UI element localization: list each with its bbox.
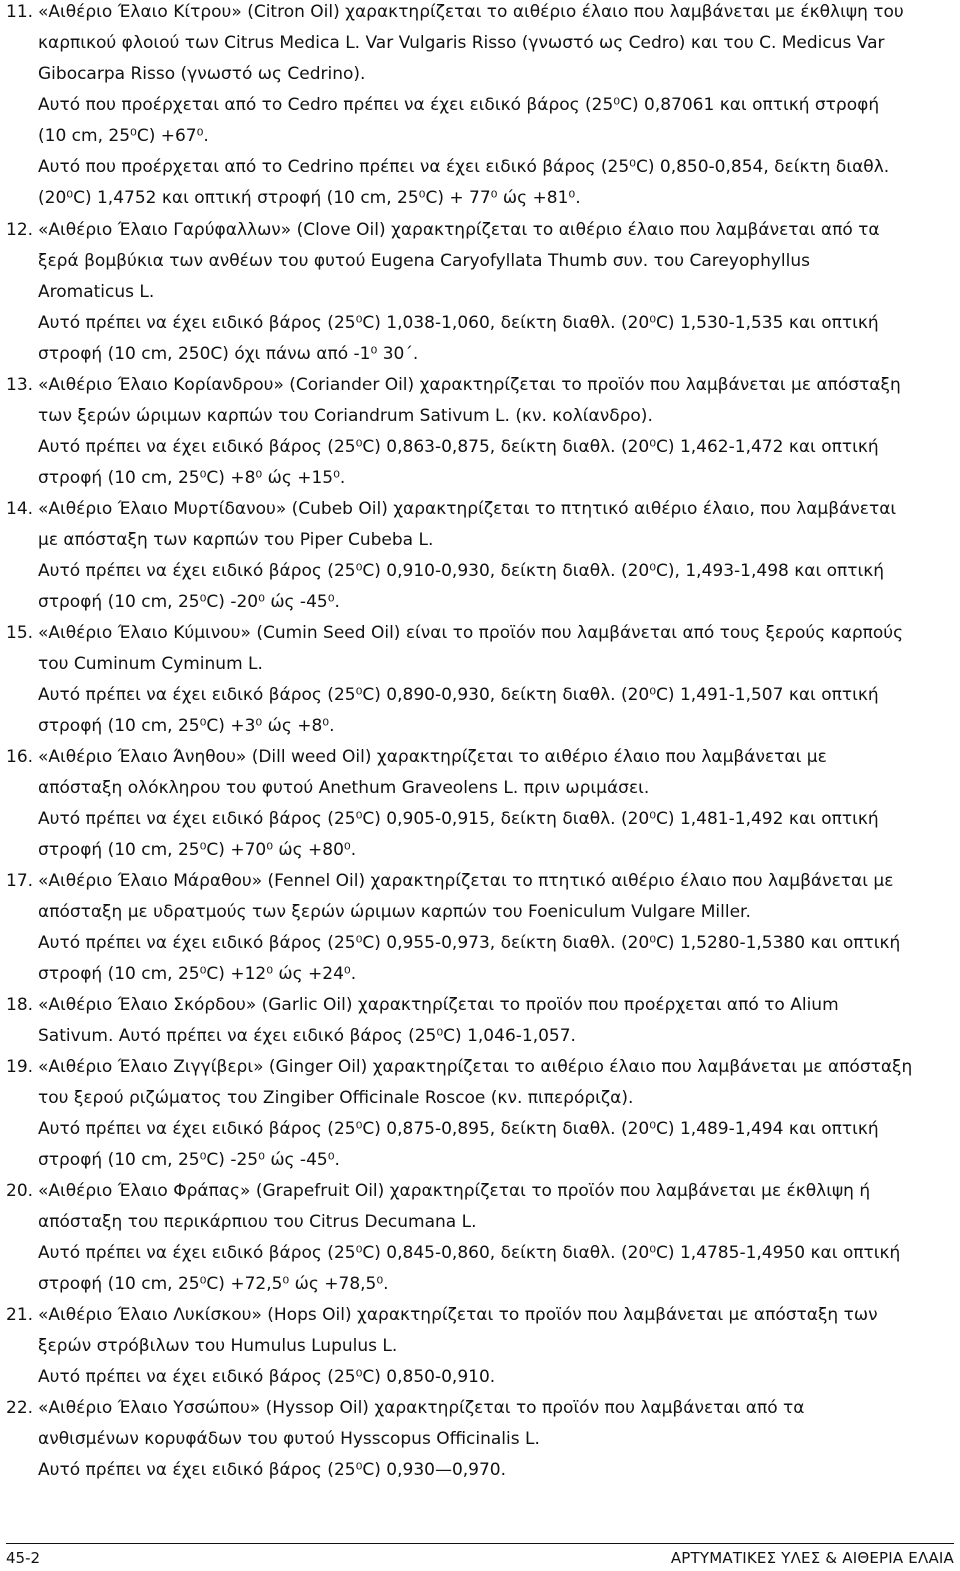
entry-text-line: των ξερών ώριμων καρπών του Coriandrum Sativum L. (κν. κολίανδρο). [38,406,653,426]
entry-text-line: απόσταξη με υδρατμούς των ξερών ώριμων καρπών του Foeniculum Vulgare Miller. [38,902,751,922]
entry-text-line: Αυτό πρέπει να έχει ειδικό βάρος (25⁰C) 0,863-0,875, δείκτη διαθλ. (20⁰C) 1,462-1,472 και οπτική [38,437,879,457]
entry-title-line: «Αιθέριο Έλαιο Κορίανδρου» (Coriander Oil) χαρακτηρίζεται το προϊόν που λαμβάνεται με απόσταξη [38,375,901,395]
entry-text-line: στροφή (10 cm, 25⁰C) +8⁰ ώς +15⁰. [38,468,346,488]
entry-text-line: Αυτό πρέπει να έχει ειδικό βάρος (25⁰C) 0,890-0,930, δείκτη διαθλ. (20⁰C) 1,491-1,507 και οπτική [38,685,879,705]
entry-text-line: Αυτό πρέπει να έχει ειδικό βάρος (25⁰C) 1,038-1,060, δείκτη διαθλ. (20⁰C) 1,530-1,535 και οπτική [38,313,879,333]
entry-text-line: Αυτό πρέπει να έχει ειδικό βάρος (25⁰C) 0,850-0,910. [38,1367,496,1387]
entry-text-line: Αυτό πρέπει να έχει ειδικό βάρος (25⁰C) 0,955-0,973, δείκτη διαθλ. (20⁰C) 1,5280-1,5380 και οπτική [38,933,901,953]
entry-text-line: στροφή (10 cm, 25⁰C) -25⁰ ώς -45⁰. [38,1150,340,1170]
entry-title-line: «Αιθέριο Έλαιο Φράπας» (Grapefruit Oil) χαρακτηρίζεται το προϊόν που λαμβάνεται με έκθλιψη ή [38,1181,871,1201]
entry-text-line: στροφή (10 cm, 25⁰C) +3⁰ ώς +8⁰. [38,716,335,736]
entry-title-line: «Αιθέριο Έλαιο Σκόρδου» (Garlic Oil) χαρακτηρίζεται το προϊόν που προέρχεται από το Alium [38,995,839,1015]
footer-section-title: ΑΡΤΥΜΑΤΙΚΕΣ ΥΛΕΣ & ΑΙΘΕΡΙΑ ΕΛΑΙΑ [670,1549,954,1567]
entry-text-line: Sativum. Αυτό πρέπει να έχει ειδικό βάρος (25⁰C) 1,046-1,057. [38,1026,576,1046]
entry-number: 20. [6,1181,34,1201]
entry-title-line: «Αιθέριο Έλαιο Άνηθου» (Dill weed Oil) χαρακτηρίζεται το αιθέριο έλαιο που λαμβάνεται με [38,747,827,767]
entry-text-line: με απόσταξη των καρπών του Piper Cubeba L. [38,530,434,550]
entry-number: 11. [6,2,34,22]
entry-number: 16. [6,747,34,767]
entry-text-line: ξερών στρόβιλων του Humulus Lupulus L. [38,1336,398,1356]
footer-page-number: 45-2 [6,1549,41,1567]
entry-text-line: Αυτό πρέπει να έχει ειδικό βάρος (25⁰C) 0,905-0,915, δείκτη διαθλ. (20⁰C) 1,481-1,492 και οπτική [38,809,879,829]
entry-number: 15. [6,623,34,643]
entry-text-line: στροφή (10 cm, 25⁰C) +12⁰ ώς +24⁰. [38,964,357,984]
entry-text-line: καρπικού φλοιού των Citrus Medica L. Var Vulgaris Risso (γνωστό ως Cedro) και του C. Medicus Var [38,33,885,53]
entry-number: 12. [6,220,34,240]
entry-number: 18. [6,995,34,1015]
entry-text-line: Αυτό πρέπει να έχει ειδικό βάρος (25⁰C) 0,875-0,895, δείκτη διαθλ. (20⁰C) 1,489-1,494 και οπτική [38,1119,879,1139]
entry-text-line: (10 cm, 25⁰C) +67⁰. [38,126,209,146]
entry-text-line: απόσταξη του περικάρπιου του Citrus Decumana L. [38,1212,477,1232]
entry-title-line: «Αιθέριο Έλαιο Γαρύφαλλων» (Clove Oil) χαρακτηρίζεται το αιθέριο έλαιο που λαμβάνεται από τα [38,220,880,240]
entry-title-line: «Αιθέριο Έλαιο Κίτρου» (Citron Oil) χαρακτηρίζεται το αιθέριο έλαιο που λαμβάνεται με έκθλιψη του [38,2,904,22]
entry-number: 22. [6,1398,34,1418]
entry-text-line: στροφή (10 cm, 25⁰C) +72,5⁰ ώς +78,5⁰. [38,1274,389,1294]
entry-number: 14. [6,499,34,519]
entry-text-line: Αυτό που προέρχεται από το Cedro πρέπει να έχει ειδικό βάρος (25⁰C) 0,87061 και οπτική στροφή [38,95,880,115]
entry-text-line: Aromaticus L. [38,282,155,302]
entry-text-line: Αυτό πρέπει να έχει ειδικό βάρος (25⁰C) 0,845-0,860, δείκτη διαθλ. (20⁰C) 1,4785-1,4950 και οπτική [38,1243,901,1263]
entry-title-line: «Αιθέριο Έλαιο Κύμινου» (Cumin Seed Oil) είναι το προϊόν που λαμβάνεται από τους ξερούς καρπούς [38,623,904,643]
entry-number: 13. [6,375,34,395]
entry-number: 21. [6,1305,34,1325]
entry-title-line: «Αιθέριο Έλαιο Μυρτίδανου» (Cubeb Oil) χαρακτηρίζεται το πτητικό αιθέριο έλαιο, που λαμβάνεται [38,499,897,519]
entry-title-line: «Αιθέριο Έλαιο Λυκίσκου» (Hops Oil) χαρακτηρίζεται το προϊόν που λαμβάνεται με απόσταξη των [38,1305,878,1325]
entry-text-line: στροφή (10 cm, 250C) όχι πάνω από -1⁰ 30΄. [38,344,419,364]
entry-text-line: στροφή (10 cm, 25⁰C) +70⁰ ώς +80⁰. [38,840,357,860]
entry-text-line: του Cuminum Cyminum L. [38,654,263,674]
footer-divider [6,1543,954,1544]
entry-title-line: «Αιθέριο Έλαιο Ζιγγίβερι» (Ginger Oil) χαρακτηρίζεται το αιθέριο έλαιο που λαμβάνεται με απόσταξη [38,1057,913,1077]
entry-text-line: Gibocarpa Risso (γνωστό ως Cedrino). [38,64,366,84]
entry-text-line: ξερά βομβύκια των ανθέων του φυτού Eugena Caryofyllata Thumb συν. του Careyophyllus [38,251,811,271]
entry-text-line: Αυτό πρέπει να έχει ειδικό βάρος (25⁰C) 0,930—0,970. [38,1460,507,1480]
entry-text-line: απόσταξη ολόκληρου του φυτού Anethum Graveolens L. πριν ωριμάσει. [38,778,650,798]
entry-number: 17. [6,871,34,891]
entry-text-line: ανθισμένων κορυφάδων του φυτού Hysscopus Officinalis L. [38,1429,540,1449]
entry-title-line: «Αιθέριο Έλαιο Υσσώπου» (Hyssop Oil) χαρακτηρίζεται το προϊόν που λαμβάνεται από τα [38,1398,805,1418]
entry-text-line: Αυτό πρέπει να έχει ειδικό βάρος (25⁰C) 0,910-0,930, δείκτη διαθλ. (20⁰C), 1,493-1,498 και οπτική [38,561,885,581]
entry-number: 19. [6,1057,34,1077]
entry-text-line: του ξερού ριζώματος του Zingiber Officinale Roscoe (κν. πιπερόριζα). [38,1088,634,1108]
entry-text-line: Αυτό που προέρχεται από το Cedrino πρέπει να έχει ειδικό βάρος (25⁰C) 0,850-0,854, δείκτη διαθλ. [38,157,890,177]
entry-title-line: «Αιθέριο Έλαιο Μάραθου» (Fennel Oil) χαρακτηρίζεται το πτητικό αιθέριο έλαιο που λαμβάνεται με [38,871,894,891]
entry-text-line: στροφή (10 cm, 25⁰C) -20⁰ ώς -45⁰. [38,592,340,612]
entry-text-line: (20⁰C) 1,4752 και οπτική στροφή (10 cm, 25⁰C) + 77⁰ ώς +81⁰. [38,188,581,208]
